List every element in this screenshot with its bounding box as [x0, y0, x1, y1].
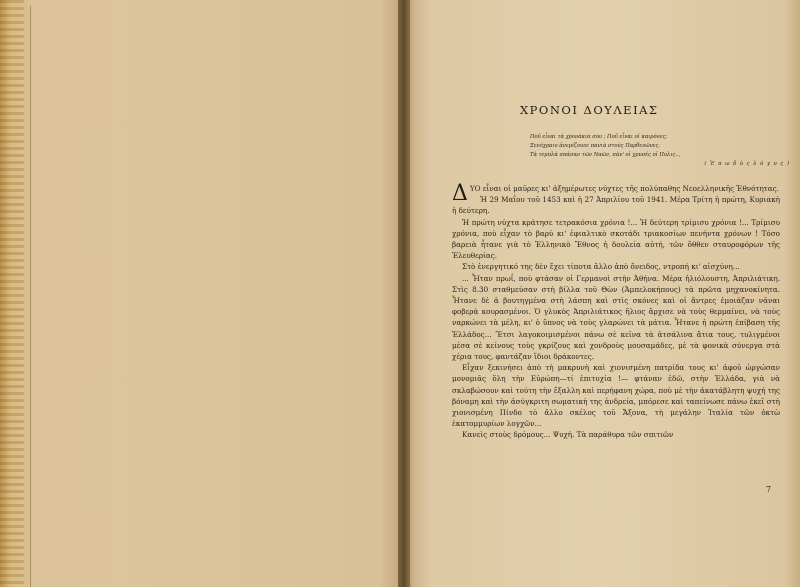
epigraph-line: Ξενόχραιο ἀνεμίζουνε πανιὰ στοὺς Παρθενῶνες. [530, 143, 661, 149]
epigraph-source: ( Ἐ π ω δ ὸ ς λ ό γ ο ς ) [704, 161, 790, 167]
paragraph: Εἶχαν ξεκινήσει ἀπὸ τὴ μακρυνὴ καὶ χιονισμένη πατρίδα τους κι' ἀφοῦ ὡργώσαν μονομιᾶς ὅλη τὴν Εὐρώπη—τί ἐπιτυχία !— φτάναν ἐδῶ, στὴν Ἑλλάδα, γιὰ νὰ σκλαβώσουν καὶ τούτη τὴν ἔξαλλη καὶ περήφανη χώρα, ποὺ μὲ τὴν ἀκατάβλητη ψυχή της βόναμη καὶ τὴν ἀσύγκριτη σωματικὴ της ἀνδρεία, μπόρεσε καὶ ταπείνωσε πάνω ἐκεῖ στὴ χιονισμένη Πίνδο τὸ ἄλλο σκέλος τοῦ Ἄξονα, τὴ μεγάλην Ἰταλία τῶν ὀκτὼ ἑκατομμυρίων λογχῶν... [452, 363, 780, 429]
book-gutter [398, 0, 410, 587]
epigraph [530, 133, 790, 169]
page-number: 7 [766, 485, 772, 494]
epigraph-line: Ποῦ εἶναι τὰ χρονάκια σου ; Ποῦ εἶναι οἱ καιρόνες; [530, 134, 668, 140]
right-page [404, 0, 800, 587]
paragraph: Ἡ πρώτη νύχτα κράτησε τετρακόσια χρόνια !... Ἡ δεύτερη τρίμισυ χρόνια !... Τρίμισυ χρόνια, ποὺ εἶχαν τὸ βαρύ κι' ἐφιαλτικὸ σκοτάδι τριακοσίων πενήντα χρόνων ! Τόσο βαρειὰ ἦτανε γιὰ τὸ Ἑλληνικὸ Ἔθνος ἡ δουλεία αὐτή, τῶν ὅθθεν σταυροφόρων τῆς Ἐλευθερίας. [452, 217, 780, 261]
paragraph: ... Ἦταν πρωΐ, ποὺ φτάσαν οἱ Γερμανοὶ στὴν Ἀθήνα. Μέρα ἡλιόλουστη, Ἀπριλιάτικη. Στὶς 8.30 σταθμεύσαν στὴ βίλλα τοῦ Θὼν (Ἀμπελοκήπους) τὰ πρῶτα μηχανοκίνητα. Ἦτανε δὲ ἀ βουτηγμένα στὴ λάσπη καὶ στὶς σκόνες καὶ οἱ ἄντρες ἐμοιάζαν νᾶναι φοβερὰ κουρασμένοι. Ὁ γλυκὸς Ἀπριλιάτικος ἥλιος ἄρχισε νὰ τοὺς θερμαίνει, νὰ τοὺς ναρκώνει τὰ μέλη, κι' ὁ ὕπνος νὰ τοὺς γλαρώνει τὰ μάτια. Ἦτανε ἡ πρώτη ἐπίβαση τῆς Ἑλλάδος... Ἔτσι λαγοκοιμισμένοι πάνω σὲ κεῖνα τὰ ἀτσάλινα ἄτια τους, τυλιγμένοι μέσα σὲ κείνους τοὺς γκρίζους καὶ χονδροὺς μουσαμάδες, μὲ τὰ φονικὰ σύνεργα στὰ χέρια τους, φαντάζαν ἴδιοι δράκοντες. [452, 273, 780, 362]
paragraph: Στὸ ἐνεργητικό της δὲν ἔχει τίποτα ἄλλο ἀπὸ ὄνειδος, ντροπή κι' αἰσχύνη... [462, 262, 740, 272]
epigraph-line: Τὰ τεμπλὰ σπάσαν τῶν Ναῶν, πὰν' οἱ χρυσές οἱ Πολις.., [530, 152, 681, 158]
paragraph: Κανεὶς στοὺς δρόμους... Ψυχή. Τὰ παράθυρα τῶν σπιτιῶν [462, 430, 674, 440]
paragraph-text: ΥΟ εἶναι οἱ μαῦρες κι' ἀξημέρωτες νύχτες τῆς πολύπαθης Νεοελληνικῆς Ἑθνότητας. [469, 184, 779, 193]
chapter-title: ΧΡΟΝΟΙ ΔΟΥΛΕΙΑΣ [520, 103, 659, 117]
paragraph: Ἡ 29 Μαΐου τοῦ 1453 καὶ ἡ 27 Ἀπριλίου τοῦ 1941. Μέρα Τρίτη ἡ πρώτη, Κυριακὴ ἡ δεύτερη. [452, 195, 780, 216]
body-text [452, 183, 780, 441]
drop-cap: Δ [452, 181, 468, 206]
